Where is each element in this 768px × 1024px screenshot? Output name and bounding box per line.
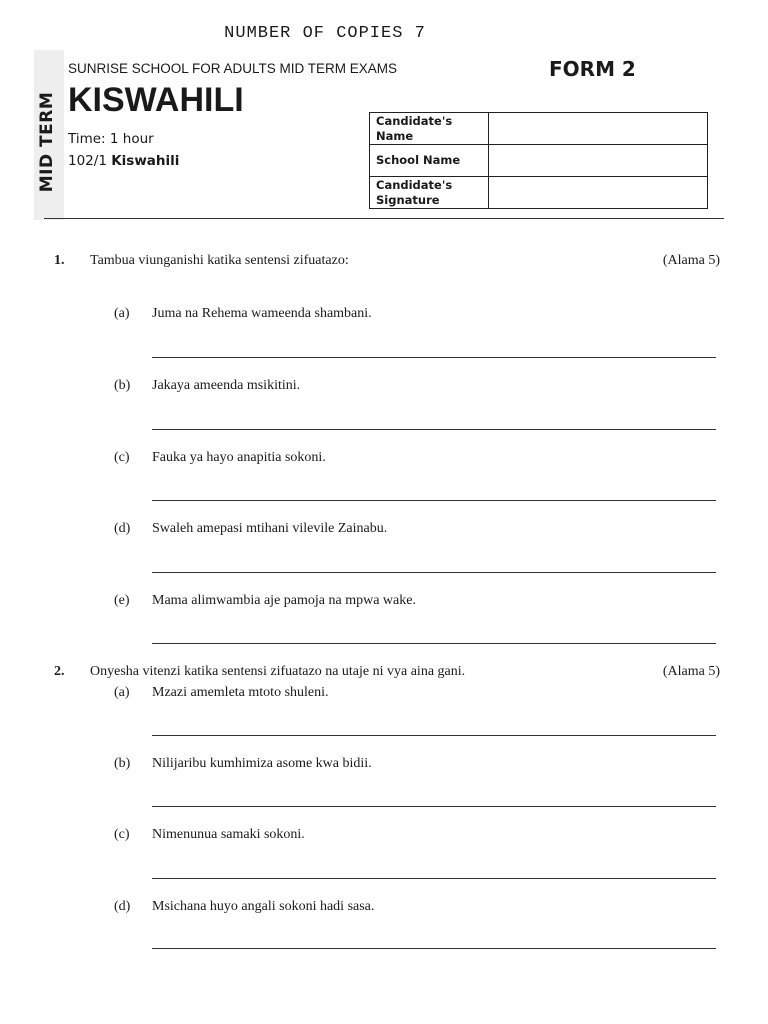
item-text: Juma na Rehema wameenda shambani. [152,306,372,321]
answer-line[interactable] [152,878,716,879]
item-letter: (a) [114,306,130,321]
item-text: Swaleh amepasi mtihani vilevile Zainabu. [152,521,388,536]
question-number: 2. [54,664,65,679]
item-text: Jakaya ameenda msikitini. [152,378,301,393]
item-text: Fauka ya hayo anapitia sokoni. [152,450,326,465]
question-marks: (Alama 5) [662,253,720,268]
answer-line[interactable] [152,806,716,807]
question-text: Onyesha vitenzi katika sentensi zifuatazo na utaje ni vya aina gani. [90,664,466,679]
answer-line[interactable] [152,572,716,573]
item-letter: (c) [114,827,130,842]
item-letter: (d) [114,899,131,914]
item-letter: (a) [114,685,130,700]
answer-line[interactable] [152,357,716,358]
item-text: Msichana huyo angali sokoni hadi sasa. [152,899,375,914]
candidate-name-row [370,113,708,145]
copies-note: NUMBER OF COPIES 7 [224,24,426,43]
candidate-name-field[interactable] [489,113,708,145]
answer-line[interactable] [152,948,716,949]
signature-row [370,177,708,209]
school-name-label: School Name [370,145,489,177]
school-name-row [370,145,708,177]
item-letter: (c) [114,450,130,465]
paper-code [68,153,179,169]
item-text: Mzazi amemleta mtoto shuleni. [152,685,329,700]
item-text: Nilijaribu kumhimiza asome kwa bidii. [152,756,372,771]
answer-line[interactable] [152,500,716,501]
item-letter: (b) [114,756,131,771]
question-number: 1. [54,253,65,268]
signature-field[interactable] [489,177,708,209]
paper-code-number: 102/1 [68,153,107,169]
header-divider [44,218,724,219]
answer-line[interactable] [152,735,716,736]
exam-time: Time: 1 hour [68,131,154,147]
question-text: Tambua viunganishi katika sentensi zifuatazo: [90,253,349,268]
answer-line[interactable] [152,429,716,430]
subject-title: KISWAHILI [68,81,244,119]
item-text: Nimenunua samaki sokoni. [152,827,305,842]
school-name: SUNRISE SCHOOL FOR ADULTS MID TERM EXAMS [68,61,398,76]
answer-line[interactable] [152,643,716,644]
side-label: MID TERM [37,91,57,193]
paper-code-subject: Kiswahili [111,153,180,169]
item-letter: (d) [114,521,131,536]
school-name-field[interactable] [489,145,708,177]
form-label: FORM 2 [549,57,636,81]
item-text: Mama alimwambia aje pamoja na mpwa wake. [152,593,416,608]
item-letter: (e) [114,593,130,608]
candidate-name-label: Candidate's Name [370,113,489,145]
question-marks: (Alama 5) [662,664,720,679]
signature-label: Candidate's Signature [370,177,489,209]
item-letter: (b) [114,378,131,393]
candidate-details-table [369,112,708,209]
